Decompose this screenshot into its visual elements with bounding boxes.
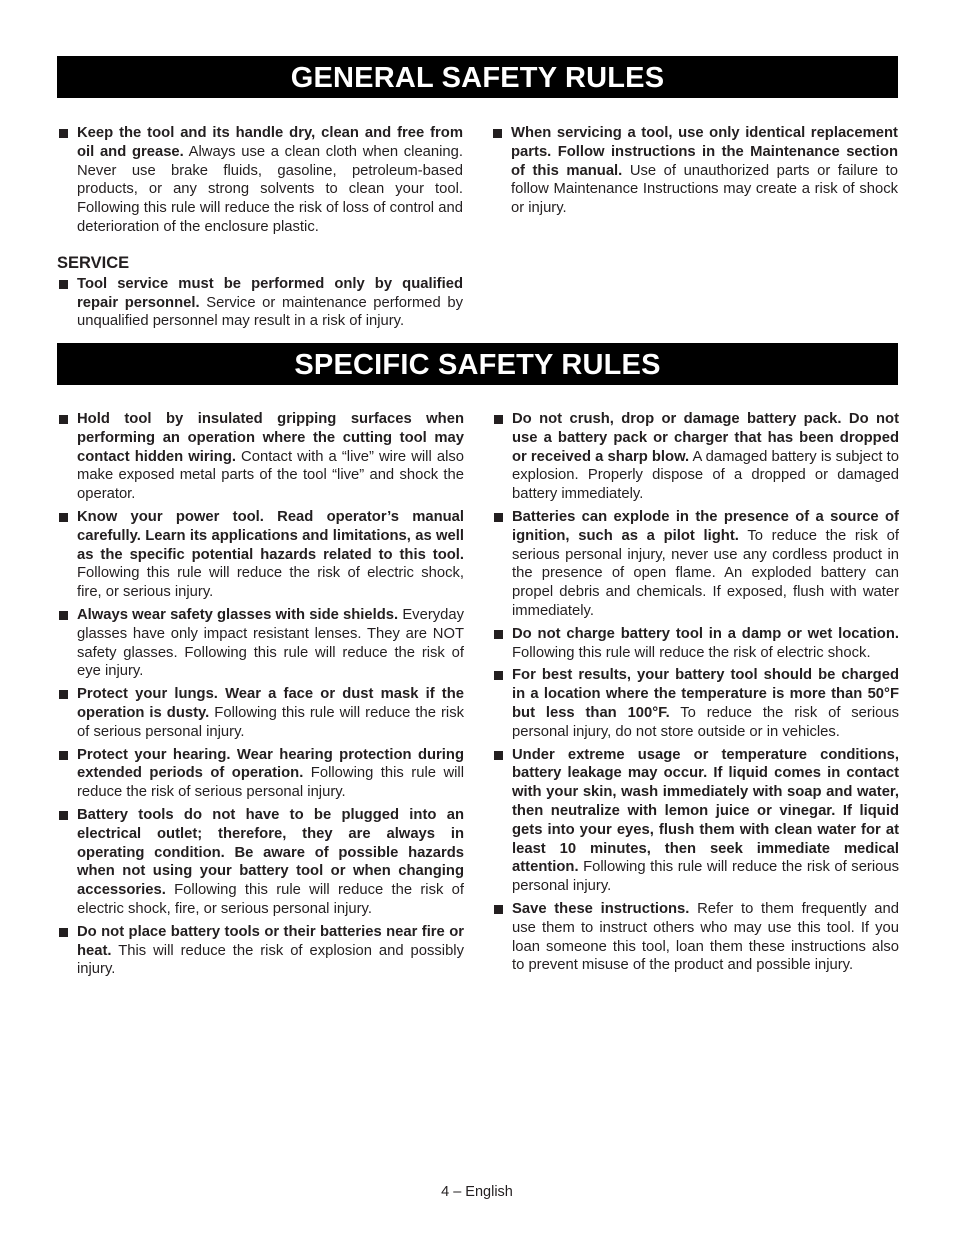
- specific-rule-item: [492, 625, 899, 663]
- rule-text: To reduce the risk of serious personal injury, do not store outside or in vehicles.: [512, 704, 899, 740]
- service-heading: SERVICE: [57, 253, 130, 272]
- specific-rule-item: [57, 508, 464, 602]
- page-footer: 4 – English: [441, 1184, 513, 1200]
- specific-right-column: [492, 410, 899, 975]
- specific-rule-item: [492, 746, 899, 896]
- general-rule-item: [57, 124, 463, 237]
- specific-safety-rules-heading: SPECIFIC SAFETY RULES: [57, 343, 898, 385]
- rule-text: Contact with a “live” wire will also make exposed metal parts of the tool “live” and shock the operator.: [77, 448, 464, 503]
- rule-text: Use of unauthorized parts or failure to follow Maintenance Instructions may create a risk of shock or injury.: [511, 162, 898, 217]
- specific-rule-item: [57, 746, 464, 802]
- rule-bold-text: Hold tool by insulated gripping surfaces when performing an operation where the cutting tool may contact hidden wiring.: [77, 411, 464, 465]
- rule-bold-text: When servicing a tool, use only identical replacement parts. Follow instructions in the Maintenance section of this manual.: [511, 125, 898, 179]
- rule-text: Following this rule will reduce the risk of serious personal injury.: [512, 859, 899, 895]
- general-left-column: [57, 124, 463, 331]
- specific-rule-item: [492, 508, 899, 621]
- rule-bold-text: Batteries can explode in the presence of a source of ignition, such as a pilot light.: [512, 508, 899, 544]
- general-safety-rules-heading: GENERAL SAFETY RULES: [57, 56, 898, 98]
- rule-bold-text: Tool service must be performed only by qualified repair personnel.: [77, 275, 463, 311]
- rule-text: Service or maintenance performed by unqualified personnel may result in a risk of injury.: [77, 294, 463, 330]
- specific-rule-item: [57, 923, 464, 979]
- general-right-column: [491, 124, 898, 218]
- rule-bold-text: Protect your lungs. Wear a face or dust mask if the operation is dusty.: [77, 686, 464, 721]
- rule-text: Refer to them frequently and use them to instruct others who may use this tool. If you loan someone this tool, loan them these instructions also to prevent misuse of the product and possible injury.: [512, 900, 899, 974]
- specific-rule-item: [57, 606, 464, 681]
- rule-bold-text: Battery tools do not have to be plugged into an electrical outlet; therefore, they are always in operating condition. Be aware of possible hazards when not using your battery tool or when changing accessories.: [77, 806, 464, 899]
- rule-text: Following this rule will reduce the risk of serious personal injury.: [77, 765, 464, 801]
- rule-bold-text: For best results, your battery tool should be charged in a location where the temperature is more than 50°F but less than 100°F.: [512, 667, 899, 721]
- rule-text: Following this rule will reduce the risk of electric shock.: [512, 644, 871, 661]
- specific-rule-item: [57, 685, 464, 741]
- rule-bold-text: Do not charge battery tool in a damp or wet location.: [512, 625, 899, 642]
- rule-text: This will reduce the risk of explosion and possibly injury.: [77, 942, 464, 978]
- specific-rule-item: [57, 410, 464, 504]
- rule-text: Following this rule will reduce the risk of serious personal injury.: [77, 704, 465, 740]
- rule-bold-text: Save these instructions.: [512, 900, 690, 917]
- rule-bold-text: Always wear safety glasses with side shields.: [77, 606, 399, 623]
- specific-rule-item: [492, 666, 899, 741]
- specific-rule-item: [57, 806, 464, 919]
- rule-bold-text: Know your power tool. Read operator’s manual carefully. Learn its applications and limitations, as well as the specific potential hazards related to this tool.: [77, 508, 464, 563]
- rule-text: A damaged battery is subject to explosion. Properly dispose of a dropped or damaged battery immediately.: [512, 448, 899, 503]
- rule-bold-text: Protect your hearing. Wear hearing protection during extended periods of operation.: [77, 746, 464, 782]
- rule-bold-text: Keep the tool and its handle dry, clean and free from oil and grease.: [77, 125, 463, 160]
- rule-bold-text: Under extreme usage or temperature conditions, battery leakage may occur. If liquid comes in contact with your skin, wash immediately with soap and water, then neutralize with lemon juice or vinegar. If liquid gets into your eyes, flush them with clean water for at least 10 minutes, then seek immediate medical attention.: [512, 746, 899, 876]
- rule-text: To reduce the risk of serious personal injury, never use any cordless product in the presence of open flame. An exploded battery can propel debris and chemicals. If exposed, flush with water immediately.: [512, 527, 899, 619]
- general-rule-item: [491, 124, 898, 218]
- specific-rule-item: [492, 410, 899, 504]
- rule-text: Always use a clean cloth when cleaning. Never use brake fluids, gasoline, petroleum-based products, or any strong solvents to clean your tool. Following this rule will reduce the risk of loss of control and deterioration of the enclosure plastic.: [77, 143, 463, 235]
- rule-text: Everyday glasses have only impact resistant lenses. They are NOT safety glasses. Following this rule will reduce the risk of eye injury.: [77, 606, 464, 680]
- specific-left-column: [57, 410, 464, 979]
- rule-bold-text: Do not place battery tools or their batteries near fire or heat.: [77, 923, 464, 959]
- specific-rule-item: [492, 900, 899, 975]
- service-rule-item: [57, 275, 463, 331]
- rule-text: Following this rule will reduce the risk of electric shock, fire, or serious personal injury.: [77, 882, 464, 917]
- rule-text: Following this rule will reduce the risk of electric shock, fire, or serious injury.: [77, 565, 464, 601]
- rule-bold-text: Do not crush, drop or damage battery pack. Do not use a battery pack or charger that has been dropped or received a sharp blow.: [512, 411, 899, 465]
